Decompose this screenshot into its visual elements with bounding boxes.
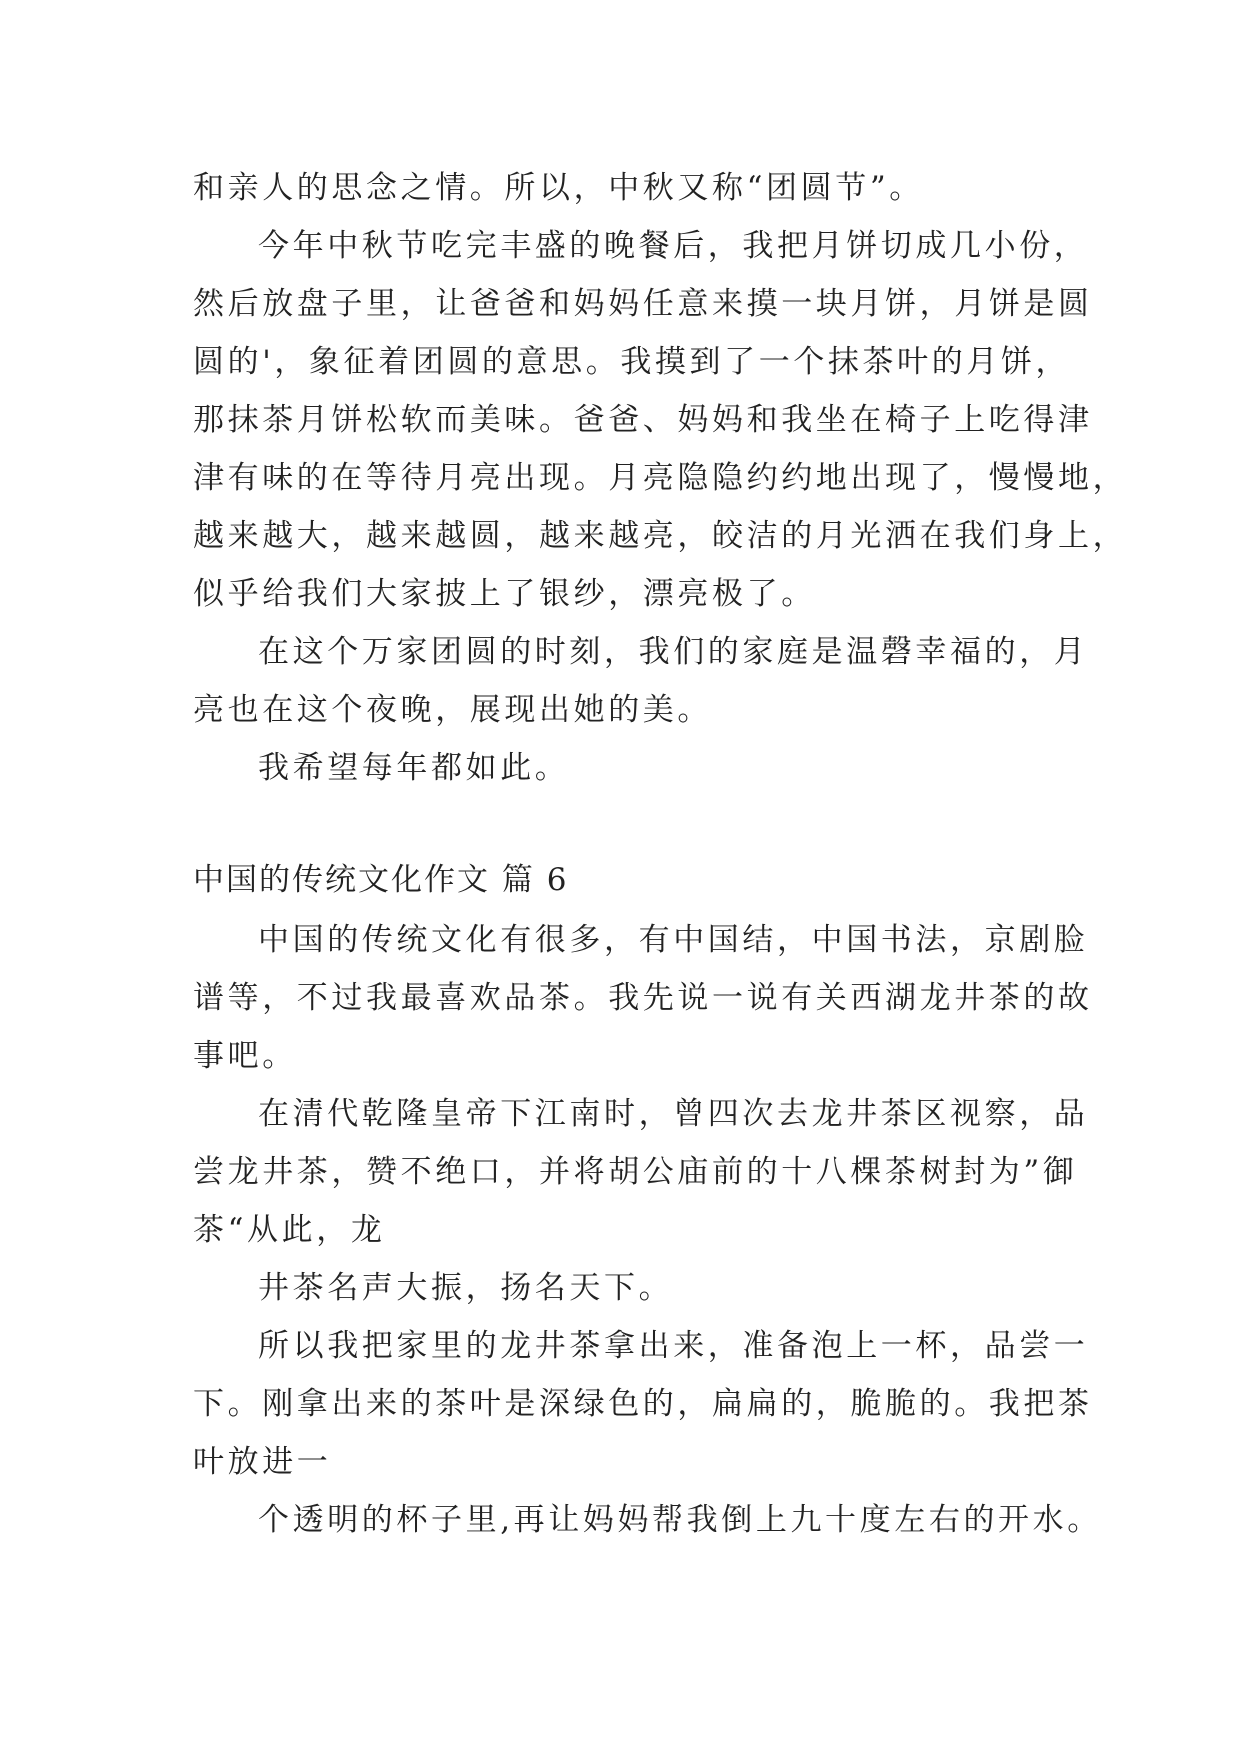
paragraph-line: 今年中秋节吃完丰盛的晚餐后，我把月饼切成几小份，	[258, 228, 1089, 264]
paragraph-line: 井茶名声大振，扬名天下。	[258, 1270, 674, 1306]
paragraph-line: 亮也在这个夜晚，展现出她的美。	[193, 692, 712, 728]
paragraph-line: 在清代乾隆皇帝下江南时，曾四次去龙井茶区视察，品	[258, 1096, 1089, 1132]
paragraph-line: 所以我把家里的龙井茶拿出来，准备泡上一杯，品尝一	[258, 1328, 1089, 1364]
section-heading: 中国的传统文化作文 篇 6	[193, 862, 569, 898]
paragraph-line: 下。刚拿出来的茶叶是深绿色的，扁扁的，脆脆的。我把茶	[193, 1386, 1093, 1422]
paragraph-line: 那抹茶月饼松软而美味。爸爸、妈妈和我坐在椅子上吃得津	[193, 402, 1093, 438]
paragraph-line: 我希望每年都如此。	[258, 750, 570, 786]
paragraph-line: 事吧。	[193, 1038, 297, 1074]
paragraph-line: 圆的'，象征着团圆的意思。我摸到了一个抹茶叶的月饼，	[193, 344, 1071, 380]
paragraph-line: 中国的传统文化有很多，有中国结，中国书法，京剧脸	[258, 922, 1089, 958]
paragraph-line: 似乎给我们大家披上了银纱，漂亮极了。	[193, 576, 816, 612]
paragraph-line: 和亲人的思念之情。所以，中秋又称“团圆节”。	[193, 170, 924, 206]
paragraph-line: 尝龙井茶，赞不绝口，并将胡公庙前的十八棵茶树封为”御	[193, 1154, 1078, 1190]
paragraph-line: 个透明的杯子里,再让妈妈帮我倒上九十度左右的开水。	[258, 1502, 1102, 1538]
paragraph-line: 然后放盘子里，让爸爸和妈妈任意来摸一块月饼，月饼是圆	[193, 286, 1093, 322]
paragraph-line: 津有味的在等待月亮出现。月亮隐隐约约地出现了，慢慢地，	[193, 460, 1128, 496]
paragraph-line: 在这个万家团圆的时刻，我们的家庭是温磬幸福的，月	[258, 634, 1089, 670]
paragraph-line: 谱等，不过我最喜欢品茶。我先说一说有关西湖龙井茶的故	[193, 980, 1093, 1016]
paragraph-line: 叶放进一	[193, 1444, 332, 1480]
paragraph-line: 茶“从此，龙	[193, 1212, 386, 1248]
paragraph-line: 越来越大，越来越圆，越来越亮，皎洁的月光洒在我们身上，	[193, 518, 1128, 554]
